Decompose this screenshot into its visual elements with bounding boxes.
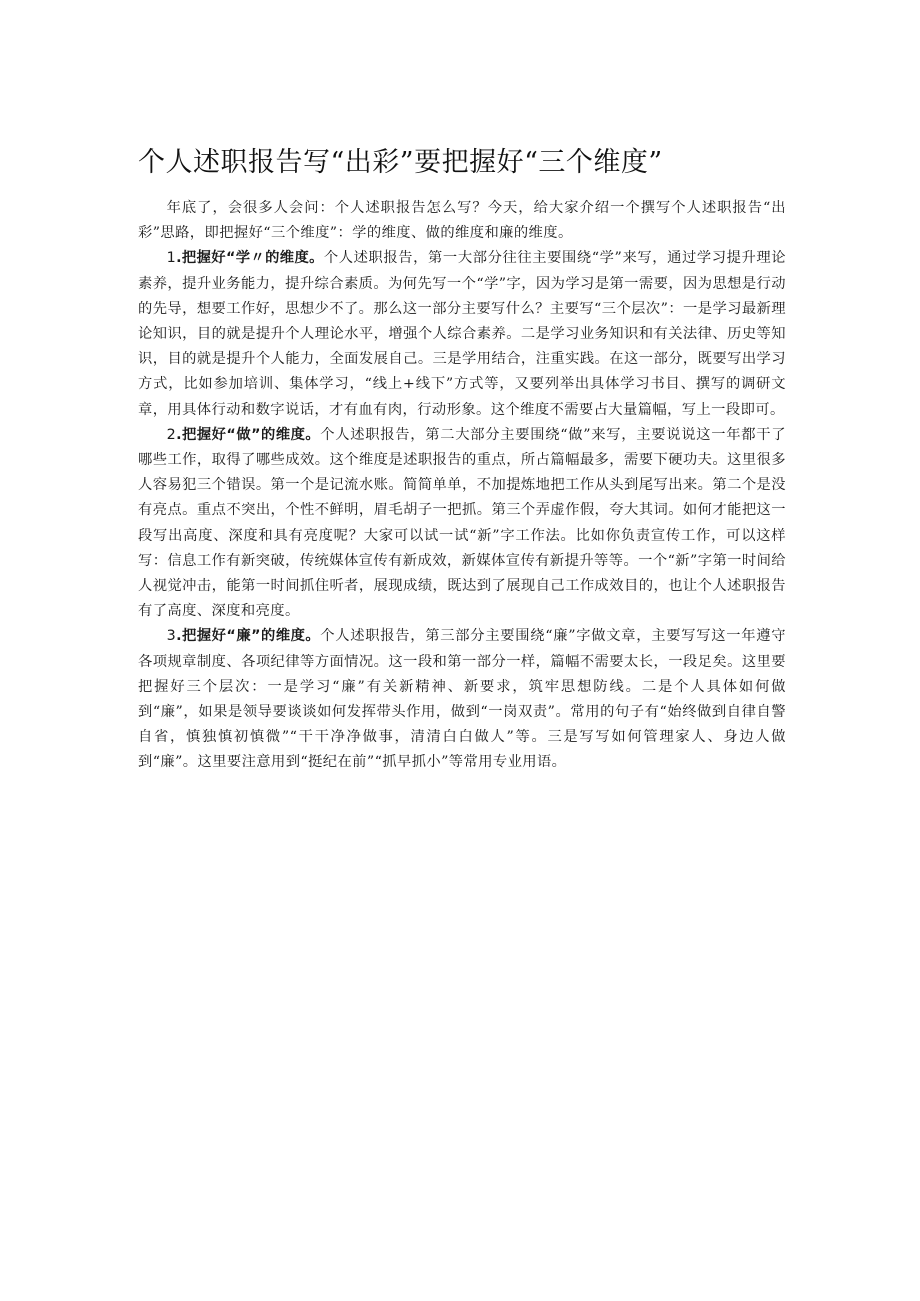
- section-3-text: 个人述职报告，第三部分主要围绕“廉”字做文章，主要写写这一年遵守各项规章制度、各项纪律等方面情况。这一段和第一部分一样，篇幅不需要太长，一段足矣。这里要把握好三个层次：一是学习“廉”有关新精神、新要求，筑牢思想防线。二是个人具体如何做到“廉”，如果是领导要谈谈如何发挥带头作用，做到“一岗双责”。常用的句子有“始终做到自律自警自省，慎独慎初慎微”“干干净净做事，清清白白做人”等。三是写写如何管理家人、身边人做到“廉”。这里要注意用到“挺纪在前”“抓早抓小”等常用专业用语。: [138, 628, 786, 771]
- section-3-paragraph: [138, 624, 786, 775]
- section-2-text: 个人述职报告，第二大部分主要围绕“做”来写，主要说说这一年都干了哪些工作，取得了哪些成效。这个维度是述职报告的重点，所占篇幅最多，需要下硬功夫。这里很多人容易犯三个错误。第一个是记流水账。简简单单，不加提炼地把工作从头到尾写出来。第二个是没有亮点。重点不突出，个性不鲜明，眉毛胡子一把抓。第三个弄虚作假，夸大其词。如何才能把这一段写出高度、深度和具有亮度呢？大家可以试一试“新”字工作法。比如你负责宣传工作，可以这样写：信息工作有新突破，传统媒体宣传有新成效，新媒体宣传有新提升等等。一个“新”字第一时间给人视觉冲击，能第一时间抓住听者，展现成绩，既达到了展现自己工作成效目的，也让个人述职报告有了高度、深度和亮度。: [138, 426, 786, 620]
- section-1-paragraph: [138, 246, 786, 422]
- section-1-heading: .把握好“学〃的维度。: [176, 250, 324, 267]
- section-1-number: 1: [166, 250, 177, 267]
- intro-paragraph: 年底了，会很多人会问：个人述职报告怎么写？今天，给大家介绍一个撰写个人述职报告“出彩”思路，即把握好“三个维度”：学的维度、做的维度和廉的维度。: [138, 200, 786, 242]
- section-3-number: 3: [166, 628, 177, 645]
- section-2-number: 2: [166, 426, 177, 443]
- section-2-heading: .把握好“做”的维度。: [176, 426, 321, 443]
- document-title: 个人述职报告写“出彩”要把握好“三个维度”: [138, 147, 663, 178]
- document-body: [138, 196, 786, 776]
- section-1-text: 个人述职报告，第一大部分往往主要围绕“学”来写，通过学习提升理论素养，提升业务能力，提升综合素质。为何先写一个“学”字，因为学习是第一需要，因为思想是行动的先导，想要工作好，思想少不了。那么这一部分主要写什么？主要写“三个层次”：一是学习最新理论知识，目的就是提升个人理论水平，增强个人综合素养。二是学习业务知识和有关法律、历史等知识，目的就是提升个人能力，全面发展自己。三是学用结合，注重实践。在这一部分，既要写出学习方式，比如参加培训、集体学习，“线上+线下”方式等，又要列举出具体学习书目、撰写的调研文章，用具体行动和数字说话，才有血有肉，行动形象。这个维度不需要占大量篇幅，写上一段即可。: [138, 250, 786, 418]
- section-2-paragraph: [138, 423, 786, 625]
- section-3-heading: .把握好“廉”的维度。: [176, 628, 321, 645]
